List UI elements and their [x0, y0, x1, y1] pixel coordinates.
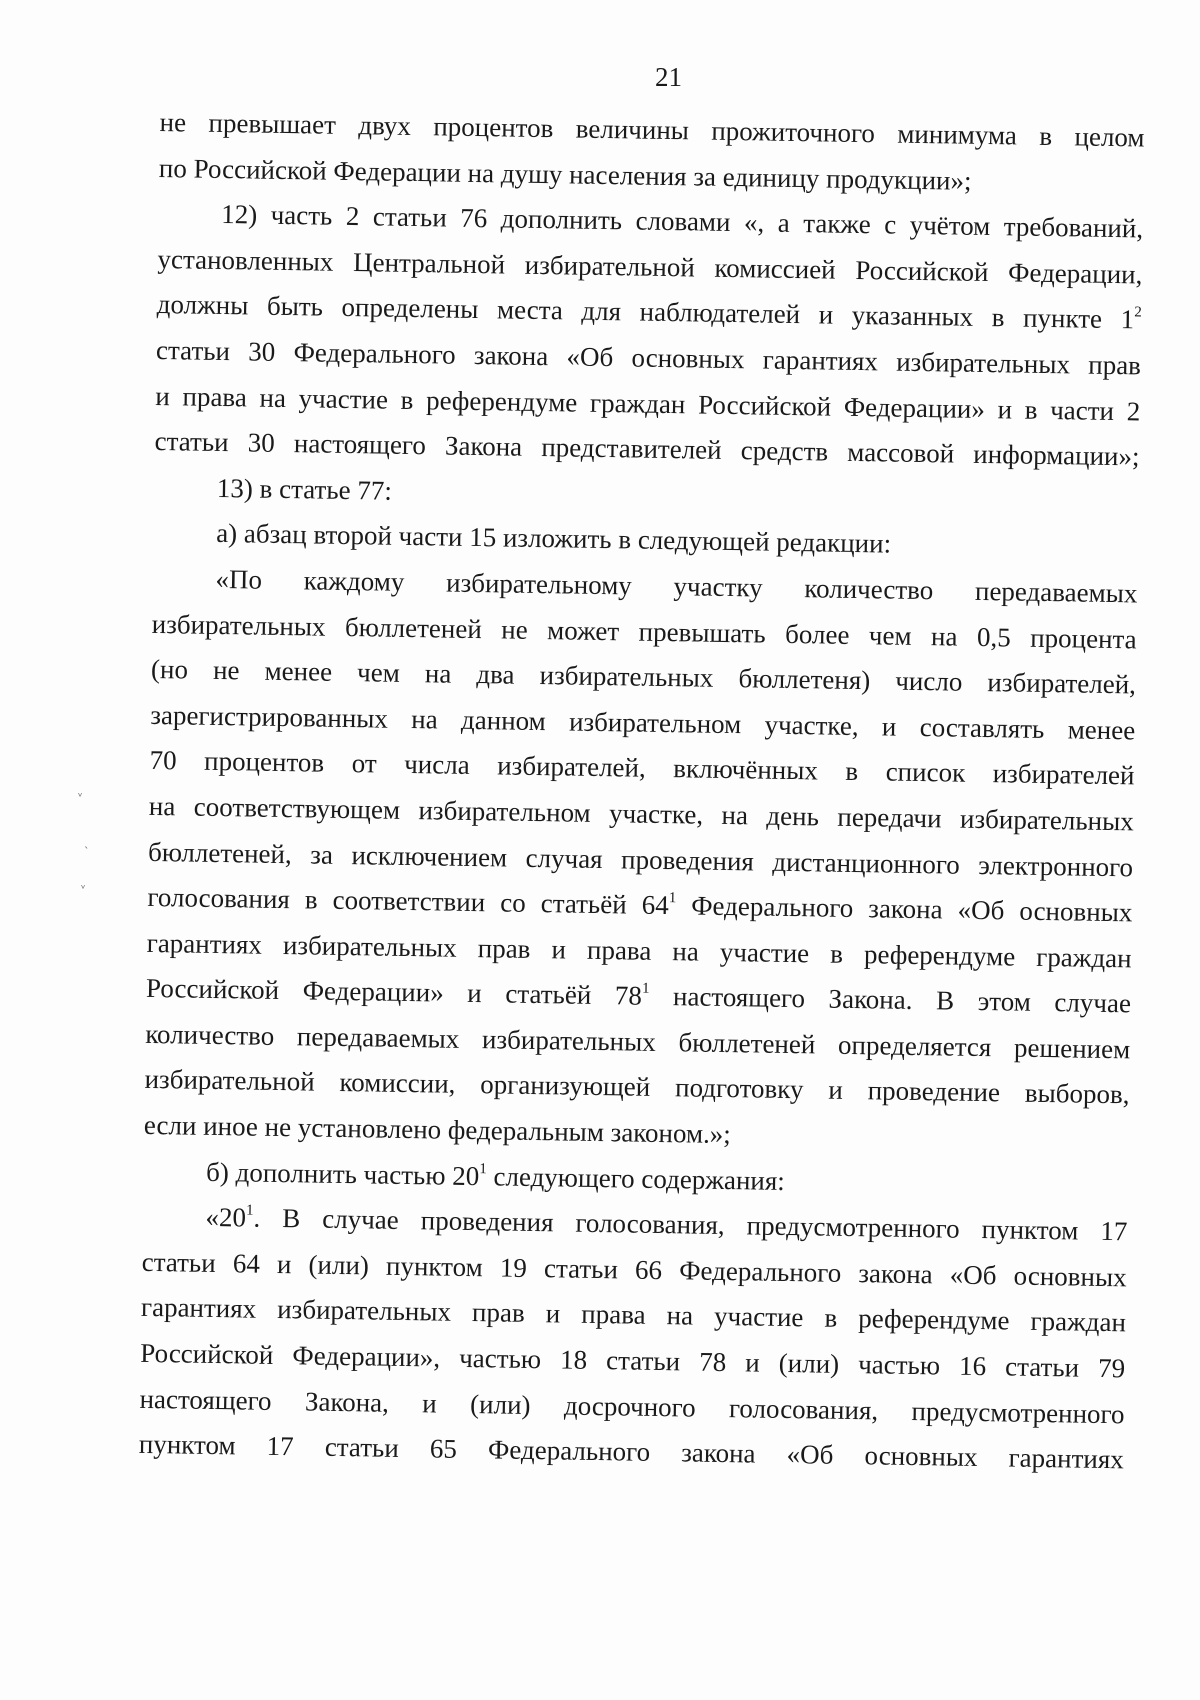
text-fragment: «20: [205, 1202, 247, 1233]
text-fragment: . В случае проведения голосования, предусмотренного пунктом 17: [253, 1202, 1128, 1247]
text-line: количество передаваемых избирательных бюллетеней определяется решением: [145, 1018, 1131, 1065]
text-fragment: следующего содержания:: [486, 1160, 786, 1196]
text-line: избирательной комиссии, организующей подготовку и проведение выборов,: [144, 1064, 1130, 1110]
superscript: 1: [479, 1160, 488, 1177]
text-fragment: настоящего Закона. В этом случае: [649, 981, 1132, 1019]
text-line: 12) часть 2 статьи 76 дополнить словами «, а также с учётом требований,: [220, 199, 1144, 244]
text-line: статьи 30 Федерального закона «Об основных гарантиях избирательных прав: [155, 334, 1142, 381]
text-line: не превышает двух процентов величины прожиточного минимума в целом: [159, 106, 1145, 153]
text-line: бюллетеней, за исключением случая проведения дистанционного электронного: [147, 836, 1134, 882]
document-body: [139, 100, 1145, 1483]
text-line: статьи 64 и (или) пунктом 19 статьи 66 Федерального закона «Об основных: [141, 1246, 1127, 1293]
text-line: если иное не установлено федеральным законом.»;: [143, 1109, 732, 1150]
margin-mark: ˎ: [84, 836, 90, 849]
page-number: 21: [655, 62, 682, 92]
text-line: избирательных бюллетеней не может превышать более чем на 0,5 процента: [151, 608, 1137, 654]
superscript: 2: [1134, 304, 1142, 321]
text-line: Российской Федерации», частью 18 статьи 78 и (или) частью 16 статьи 79: [140, 1337, 1126, 1384]
text-fragment: б) дополнить частью 20: [205, 1156, 480, 1191]
text-line: на соответствующем избирательном участке, на день передачи избирательных: [148, 790, 1135, 837]
text-line: (но не менее чем на два избирательных бюллетеня) число избирателей,: [150, 654, 1137, 700]
superscript: 1: [641, 980, 650, 998]
text-line: 13) в статье 77:: [216, 472, 393, 506]
text-line: а) абзац второй части 15 изложить в следующей редакции:: [215, 518, 892, 559]
superscript: 1: [245, 1202, 254, 1219]
text-line: пунктом 17 статьи 65 Федерального закона «Об основных гарантиях: [138, 1429, 1124, 1475]
text-line: гарантиях избирательных прав и права на участие в референдуме граждан: [146, 927, 1132, 974]
text-fragment: Федерального закона «Об основных: [675, 890, 1133, 928]
text-fragment: Российской Федерации» и статьёй 78: [145, 973, 643, 1011]
text-line: по Российской Федерации на душу населения за единицу продукции»;: [158, 152, 972, 196]
text-line: установленных Центральной избирательной комиссией Российской Федерации,: [157, 243, 1143, 290]
text-line: «По каждому избирательному участку количество передаваемых: [215, 563, 1138, 609]
text-line: и права на участие в референдуме граждан Российской Федерации» и в части 2: [155, 380, 1141, 426]
text-line: зарегистрированных на данном избирательном участке, и составлять менее: [150, 699, 1136, 746]
margin-mark: ᵛ: [78, 790, 83, 803]
text-fragment: голосования в соответствии со статьёй 64: [147, 881, 669, 921]
superscript: 1: [668, 890, 677, 907]
text-line: 70 процентов от числа избирателей, включённых в список избирателей: [149, 745, 1135, 791]
text-line: статьи 30 настоящего Закона представителей средств массовой информации»;: [154, 426, 1140, 472]
text-line: гарантиях избирательных прав и права на участие в референдуме граждан: [140, 1292, 1127, 1338]
text-line: настоящего Закона, и (или) досрочного голосования, предусмотренного: [139, 1383, 1125, 1429]
margin-mark: ᵛ: [81, 882, 86, 895]
text-fragment: должны быть определены места для наблюдателей и указанных в пункте 1: [156, 289, 1135, 335]
